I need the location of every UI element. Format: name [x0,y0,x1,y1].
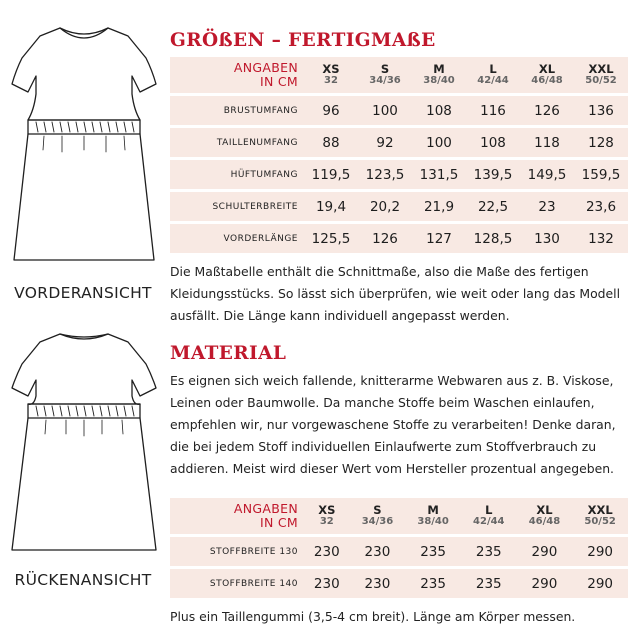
size-header-m: M 38/40 [412,57,466,93]
table-cell: 139,5 [466,160,520,189]
table-cell: 230 [304,537,350,566]
size-header-xs: XS 32 [304,57,358,93]
size-header-xxl: XXL 50/52 [574,57,628,93]
table-row [170,128,628,157]
table-cell: 22,5 [466,192,520,221]
table-row [170,537,628,566]
size-header-m: M 38/40 [405,498,461,534]
table-row [170,224,628,253]
size-header-s: S 34/36 [350,498,406,534]
size-header-s: S 34/36 [358,57,412,93]
table-cell: 230 [304,569,350,598]
table-cell: 88 [304,128,358,157]
table-cell: 230 [350,569,406,598]
size-header-xs: XS 32 [304,498,350,534]
size-header-l: L 42/44 [461,498,517,534]
table-cell: 290 [517,537,573,566]
table-cell: 19,4 [304,192,358,221]
table-cell: 159,5 [574,160,628,189]
size-header-l: L 42/44 [466,57,520,93]
table-cell: 125,5 [304,224,358,253]
table-row [170,96,628,125]
table-cell: 118 [520,128,574,157]
table-cell: 235 [405,569,461,598]
row-label-hueftumfang: HÜFTUMFANG [170,160,304,189]
material-text: Es eignen sich weich fallende, knitterarme Webwaren aus z. B. Viskose, Leinen oder Baumwolle. Da manche Stoffe beim Waschen einlaufen, empfehlen wir, nur vorgewaschene Stoffe zu verarbeiten! Denke daran, die bei jedem Stoff individuellen Einlaufwerte zum Stoffverbrauch zu addieren. Meist wird dieser Wert vom Hersteller prozentual angegeben. [170,373,616,476]
table-row [170,192,628,221]
front-view-label: VORDERANSICHT [14,284,152,302]
table-cell: 230 [350,537,406,566]
table-cell: 235 [461,569,517,598]
dress-back-illustration [0,328,168,560]
sizes-note: Die Maßtabelle enthält die Schnittmaße, also die Maße des fertigen Kleidungsstücks. So lässt sich überprüfen, wie weit oder lang das Modell ausfällt. Die Länge kann individuell angepasst werden. [170,264,621,323]
table-cell: 108 [412,96,466,125]
table-cell: 92 [358,128,412,157]
table-cell: 290 [572,537,628,566]
table-cell: 130 [520,224,574,253]
table-cell: 290 [517,569,573,598]
table-cell: 23,6 [574,192,628,221]
table-cell: 23 [520,192,574,221]
sizes-heading: GRÖßEN – FERTIGMAßE [170,30,436,51]
row-label-stoffbreite-130: STOFFBREITE 130 [170,537,304,566]
table-cell: 108 [466,128,520,157]
size-header-xxl: XXL 50/52 [572,498,628,534]
table-cell: 119,5 [304,160,358,189]
row-label-taillenumfang: TAILLENUMFANG [170,128,304,157]
table-cell: 100 [412,128,466,157]
size-header-xl: XL 46/48 [520,57,574,93]
table-cell: 21,9 [412,192,466,221]
table-cell: 126 [520,96,574,125]
table-cell: 235 [461,537,517,566]
sizes-table [170,54,628,256]
table-cell: 128 [574,128,628,157]
row-label-schulterbreite: SCHULTERBREITE [170,192,304,221]
table-row [170,160,628,189]
row-label-brustumfang: BRUSTUMFANG [170,96,304,125]
table-cell: 116 [466,96,520,125]
table-cell: 127 [412,224,466,253]
material-footer-note: Plus ein Taillengummi (3,5-4 cm breit). Länge am Körper messen. [170,609,576,624]
table-cell: 136 [574,96,628,125]
table-corner-label: ANGABEN IN CM [170,57,304,93]
dress-front-illustration [0,20,168,268]
table-row [170,569,628,598]
fabric-table-header-row [170,498,628,534]
row-label-stoffbreite-140: STOFFBREITE 140 [170,569,304,598]
table-cell: 96 [304,96,358,125]
fabric-table [170,495,628,601]
table-cell: 123,5 [358,160,412,189]
back-view-label: RÜCKENANSICHT [14,571,152,589]
table-cell: 100 [358,96,412,125]
table-cell: 235 [405,537,461,566]
table-cell: 132 [574,224,628,253]
table-cell: 128,5 [466,224,520,253]
table-cell: 126 [358,224,412,253]
table-cell: 290 [572,569,628,598]
table-cell: 131,5 [412,160,466,189]
table-cell: 20,2 [358,192,412,221]
sizes-table-header-row [170,57,628,93]
table-cell: 149,5 [520,160,574,189]
size-header-xl: XL 46/48 [517,498,573,534]
material-heading: MATERIAL [170,343,287,364]
row-label-vorderlaenge: VORDERLÄNGE [170,224,304,253]
table-corner-label: ANGABEN IN CM [170,498,304,534]
